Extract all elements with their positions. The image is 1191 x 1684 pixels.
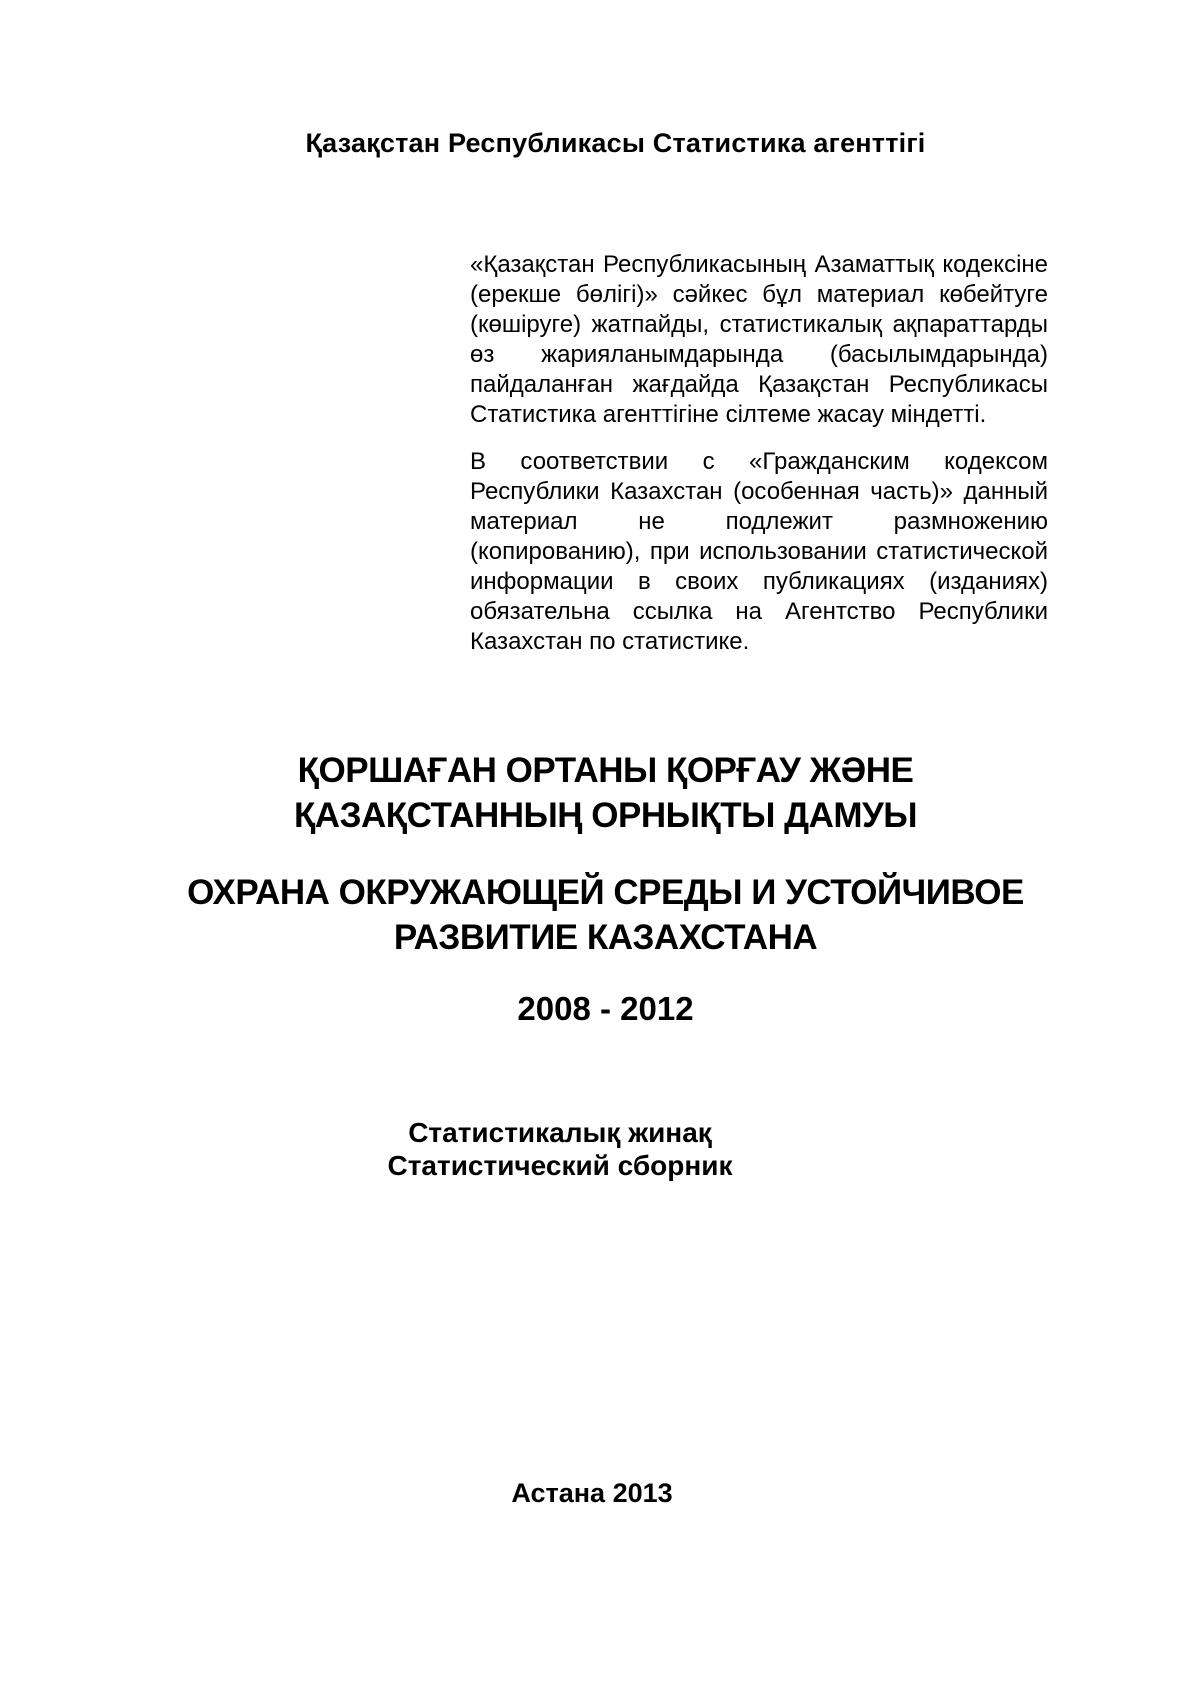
title-kazakh-line1: ҚОРШАҒАН ОРТАНЫ ҚОРҒАУ ЖӘНЕ — [297, 751, 914, 790]
edition-years: 2008 - 2012 — [517, 990, 694, 1027]
title-kazakh — [20, 748, 1191, 838]
title-kazakh-line2: ҚАЗАҚСТАННЫҢ ОРНЫҚТЫ ДАМУЫ — [293, 796, 918, 835]
imprint-city-year: Астана 2013 — [511, 1478, 673, 1508]
title-russian — [20, 870, 1191, 960]
subtitle-kazakh: Статистикалық жинақ — [408, 1117, 712, 1148]
publisher-heading: Қазақстан Республикасы Статистика агенттігі — [305, 128, 926, 158]
copyright-paragraph-kazakh: «Қазақстан Республикасының Азаматтық кодексіне (ерекше бөлігі)» сәйкес бұл материал көбейтуге (көшіруге) жатпайды, статистикалық ақпараттарды өз жарияланымдарында (басылымдарында) пайдаланған жағдайда Қазақстан Республикасы Статистика агенттігіне сілтеме жасау міндетті. — [470, 251, 1048, 428]
title-russian-line2: РАЗВИТИЕ КАЗАХСТАНА — [393, 918, 818, 957]
subtitle-block — [0, 1116, 1120, 1182]
copyright-block — [470, 250, 1048, 657]
copyright-paragraph-russian: В соответствии с «Гражданским кодексом Республики Казахстан (особенная часть)» данный материал не подлежит размножению (копированию), при использовании статистической информации в своих публикациях (изданиях) обязательна ссылка на Агентство Республики Казахстан по статистике. — [470, 448, 1048, 655]
subtitle-russian: Статистический сборник — [387, 1150, 733, 1181]
title-russian-line1: ОХРАНА ОКРУЖАЮЩЕЙ СРЕДЫ И УСТОЙЧИВОЕ — [187, 873, 1024, 912]
